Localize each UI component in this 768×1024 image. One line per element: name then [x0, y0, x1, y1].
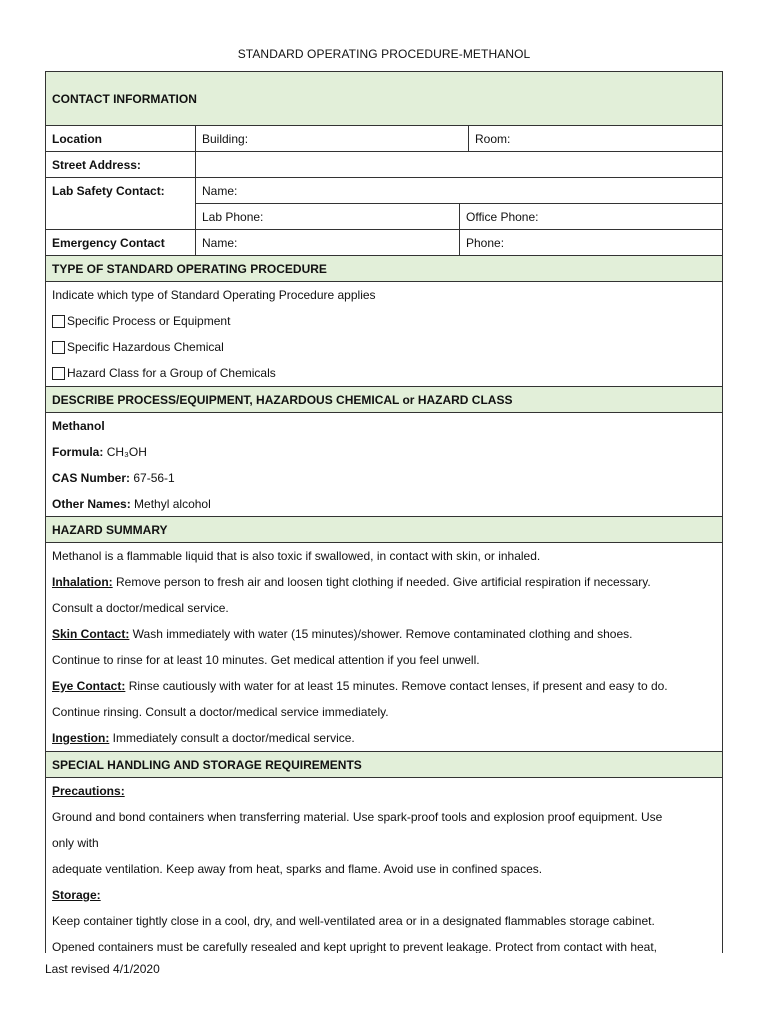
checkbox-hazard-class[interactable] — [52, 367, 65, 380]
lab-safety-name-field[interactable] — [195, 178, 722, 204]
precautions-text-3: adequate ventilation. Keep away from heat, sparks and flame. Avoid use in confined spaces. — [52, 862, 543, 876]
precautions-text: Ground and bond containers when transferring material. Use spark-proof tools and explosion proof equipment. Use — [52, 810, 663, 824]
sop-type-section — [46, 282, 722, 387]
emergency-phone-field[interactable] — [459, 230, 722, 255]
page-title: STANDARD OPERATING PROCEDURE-METHANOL — [237, 47, 531, 61]
room-label: Room: — [475, 131, 511, 146]
eye-contact-text-2: Continue rinsing. Consult a doctor/medical service immediately. — [52, 705, 389, 719]
cas-label: CAS Number: — [52, 471, 131, 485]
inhalation-text-2: Consult a doctor/medical service. — [52, 601, 229, 615]
emergency-name-label: Name: — [202, 235, 238, 250]
lab-phone-label: Lab Phone: — [202, 209, 264, 224]
checkbox-process-equipment[interactable] — [52, 315, 65, 328]
formula-value: CH₃OH — [106, 445, 147, 459]
contact-header: CONTACT INFORMATION — [46, 72, 722, 126]
skin-contact-label: Skin Contact: — [52, 627, 130, 641]
option-hazard-class[interactable] — [46, 360, 722, 386]
eye-contact-label: Eye Contact: — [52, 679, 126, 693]
inhalation-label: Inhalation: — [52, 575, 113, 589]
checkbox-hazardous-chemical[interactable] — [52, 341, 65, 354]
formula-label: Formula: — [52, 445, 104, 459]
eye-contact-text: Rinse cautiously with water for at least 15 minutes. Remove contact lenses, if present and easy to do. — [125, 679, 668, 693]
option-hazardous-chemical[interactable] — [46, 334, 722, 360]
emergency-row — [46, 230, 722, 256]
location-row — [46, 126, 722, 152]
hazard-intro: Methanol is a flammable liquid that is also toxic if swallowed, in contact with skin, or inhaled. — [52, 549, 541, 563]
ingestion-text: Immediately consult a doctor/medical service. — [109, 731, 355, 745]
storage-label: Storage: — [52, 888, 101, 902]
sop-type-instruction: Indicate which type of Standard Operating Procedure applies — [52, 288, 376, 302]
room-field[interactable] — [468, 126, 722, 151]
precautions-label: Precautions: — [52, 784, 125, 798]
skin-contact-text: Wash immediately with water (15 minutes)/shower. Remove contaminated clothing and shoes. — [129, 627, 633, 641]
other-names-label: Other Names: — [52, 497, 131, 511]
option-process-equipment[interactable] — [46, 308, 722, 334]
location-label: Location — [52, 131, 102, 146]
sop-form — [45, 71, 723, 953]
option-label: Hazard Class for a Group of Chemicals — [67, 366, 276, 380]
phone-label: Phone: — [466, 235, 505, 250]
emergency-label: Emergency Contact — [52, 235, 165, 250]
office-phone-field[interactable] — [459, 204, 722, 229]
option-label: Specific Process or Equipment — [67, 314, 231, 328]
office-phone-label: Office Phone: — [466, 209, 539, 224]
street-field[interactable] — [195, 152, 722, 177]
building-label: Building: — [202, 131, 249, 146]
handling-header: SPECIAL HANDLING AND STORAGE REQUIREMENTS — [46, 752, 722, 778]
street-label: Street Address: — [52, 157, 141, 172]
skin-contact-text-2: Continue to rinse for at least 10 minutes. Get medical attention if you feel unwell. — [52, 653, 480, 667]
inhalation-text: Remove person to fresh air and loosen tight clothing if needed. Give artificial respiration if necessary. — [112, 575, 651, 589]
lab-phone-field[interactable] — [195, 204, 459, 229]
last-revised: Last revised 4/1/2020 — [45, 962, 160, 976]
describe-section — [46, 413, 722, 517]
precautions-text-2: only with — [52, 836, 99, 850]
hazard-section — [46, 543, 722, 752]
street-row — [46, 152, 722, 178]
storage-text: Keep container tightly close in a cool, dry, and well-ventilated area or in a designated flammables storage cabinet. — [52, 914, 655, 928]
emergency-name-field[interactable] — [195, 230, 459, 255]
storage-text-2: Opened containers must be carefully resealed and kept upright to prevent leakage. Protect from contact with heat, — [52, 940, 658, 953]
describe-header: DESCRIBE PROCESS/EQUIPMENT, HAZARDOUS CHEMICAL or HAZARD CLASS — [46, 387, 722, 413]
ingestion-label: Ingestion: — [52, 731, 110, 745]
handling-section — [46, 778, 722, 953]
building-field[interactable] — [195, 126, 468, 151]
lab-safety-row — [46, 178, 722, 230]
name-label: Name: — [202, 183, 238, 198]
option-label: Specific Hazardous Chemical — [67, 340, 224, 354]
chemical-name: Methanol — [52, 419, 105, 433]
cas-value: 67-56-1 — [133, 471, 175, 485]
lab-safety-label: Lab Safety Contact: — [52, 184, 165, 198]
other-names-value: Methyl alcohol — [134, 497, 211, 511]
sop-type-header: TYPE OF STANDARD OPERATING PROCEDURE — [46, 256, 722, 282]
hazard-header: HAZARD SUMMARY — [46, 517, 722, 543]
